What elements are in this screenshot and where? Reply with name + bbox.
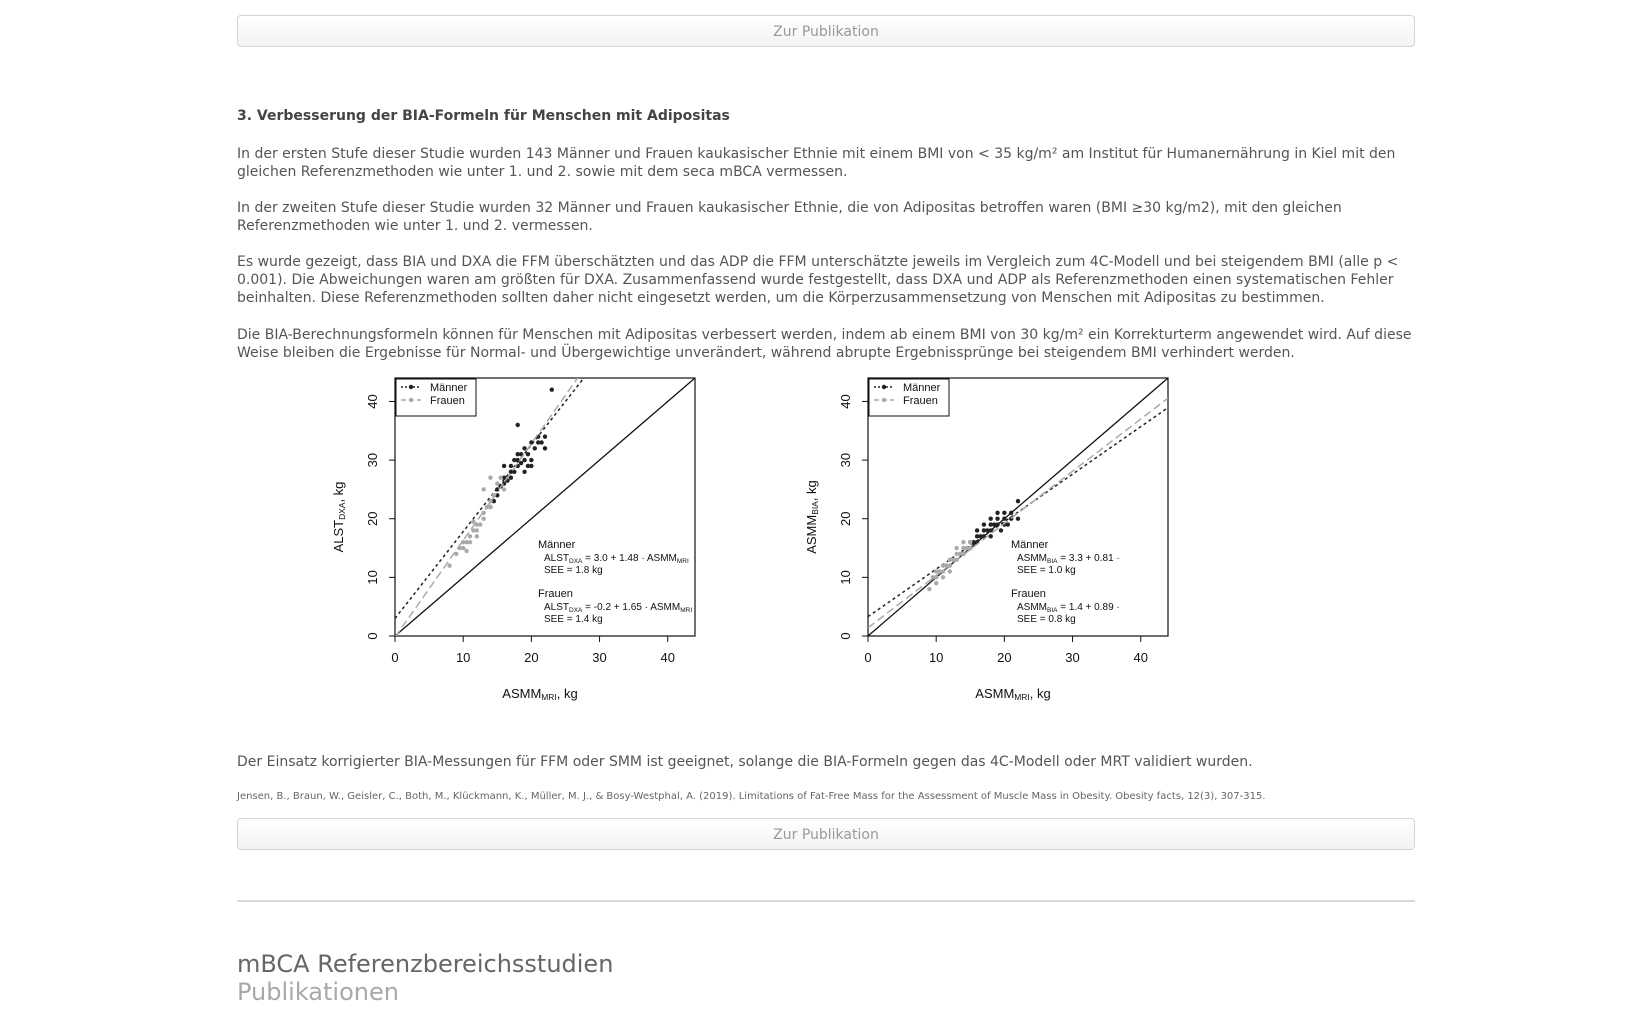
x-axis-label: ASMMMRI, kg <box>502 686 578 702</box>
paragraph-conclusion: Der Einsatz korrigierter BIA-Messungen für FFM oder SMM ist geeignet, solange die BIA-Formeln gegen das 4C-Modell oder MRT validiert wurden. <box>237 754 1253 770</box>
data-point <box>529 464 533 468</box>
data-point <box>975 528 979 532</box>
citation: Jensen, B., Braun, W., Geisler, C., Both, M., Klückmann, K., Müller, M. J., & Bosy-Westphal, A. (2019). Limitations of Fat-Free Mass for the Assessment of Muscle Mass in Obesity. Obesity facts, 12(3), 307-315. <box>237 791 1266 802</box>
data-point <box>468 534 472 538</box>
legend-label: Frauen <box>903 395 938 407</box>
data-point <box>533 446 537 450</box>
data-point <box>1016 499 1020 503</box>
legend-marker <box>409 398 413 402</box>
annotation-see: SEE = 1.4 kg <box>544 614 603 625</box>
y-tick-label: 40 <box>365 394 380 409</box>
legend-label: Männer <box>903 382 941 394</box>
annotation-title: Frauen <box>538 588 573 600</box>
legend <box>396 379 476 416</box>
paragraph-stage-two: In der zweiten Stufe dieser Studie wurden 32 Männer und Frauen kaukasischer Ethnie, die von Adipositas betroffen waren (BMI ≥30 kg/m2), mit den gleichen Referenzmethoden wie unter 1. und 2. vermessen. <box>237 200 1342 234</box>
y-tick-label: 0 <box>838 632 853 640</box>
data-point <box>539 440 543 444</box>
publication-button-top[interactable]: Zur Publikation <box>237 15 1415 47</box>
data-point <box>526 452 530 456</box>
x-tick-label: 10 <box>928 650 944 665</box>
annotation-see: SEE = 1.0 kg <box>1017 565 1076 576</box>
data-point <box>995 511 999 515</box>
data-point <box>478 522 482 526</box>
data-point <box>543 434 547 438</box>
x-tick-label: 20 <box>997 650 1012 665</box>
annotation-title: Männer <box>538 539 576 551</box>
data-point <box>468 540 472 544</box>
data-point <box>509 464 513 468</box>
data-point <box>934 569 938 573</box>
x-tick-label: 0 <box>391 650 399 665</box>
y-tick-label: 30 <box>838 452 853 468</box>
annotation-equation: ALSTDXA = -0.2 + 1.65 · ASMMMRI <box>544 602 693 614</box>
annotation-title: Frauen <box>1011 588 1046 600</box>
paragraph-stage-one: In der ersten Stufe dieser Studie wurden 143 Männer und Frauen kaukasischer Ethnie mit einem BMI von < 35 kg/m² am Institut für Humanernährung in Kiel mit den gleichen Referenzmethoden wie unter 1. und 2. sowie mit dem seca mBCA vermessen. <box>237 146 1396 180</box>
legend-marker <box>409 385 413 389</box>
y-tick-label: 20 <box>838 511 853 526</box>
data-point <box>550 388 554 392</box>
data-point <box>927 587 931 591</box>
data-point <box>543 446 547 450</box>
data-point <box>488 475 492 479</box>
data-point <box>481 487 485 491</box>
data-point <box>982 522 986 526</box>
data-point <box>968 540 972 544</box>
y-tick-label: 0 <box>365 632 380 640</box>
publication-button-bottom[interactable]: Zur Publikation <box>237 818 1415 850</box>
y-tick-label: 10 <box>365 570 380 585</box>
data-point <box>999 528 1003 532</box>
data-point <box>989 534 993 538</box>
data-point <box>989 517 993 521</box>
y-tick-label: 10 <box>838 570 853 585</box>
section-divider <box>237 900 1415 902</box>
data-point <box>495 481 499 485</box>
annotation-equation: ALSTDXA = 3.0 + 1.48 · ASMMMRI <box>544 553 689 565</box>
x-tick-label: 40 <box>1133 650 1148 665</box>
data-point <box>481 517 485 521</box>
data-point <box>475 528 479 532</box>
data-point <box>1009 511 1013 515</box>
data-point <box>995 517 999 521</box>
x-tick-label: 10 <box>455 650 471 665</box>
y-axis-label: ALSTDXA, kg <box>331 481 347 553</box>
paragraph-findings: Es wurde gezeigt, dass BIA und DXA die FFM überschätzten und das ADP die FFM unterschätzte jeweils im Vergleich zum 4C-Modell und bei steigendem BMI (alle p < 0.001). Die Abweichungen waren am größten für DXA. Zusammenfassend wurde festgestellt, dass DXA und ADP als Referenzmethoden einen systematischen Fehler beinhalten. Diese Referenzmethoden sollten daher nicht eingesetzt werden, um die Körperzusammensetzung von Menschen mit Adipositas zu bestimmen. <box>237 254 1399 306</box>
annotation-title: Männer <box>1011 539 1049 551</box>
data-point <box>475 534 479 538</box>
chart-panel-2 <box>804 378 1168 702</box>
legend <box>869 379 949 416</box>
data-point <box>519 461 523 465</box>
x-axis-label: ASMMMRI, kg <box>975 686 1051 702</box>
data-point <box>968 546 972 550</box>
section-title: mBCA Referenzbereichsstudien <box>237 950 614 978</box>
data-point <box>498 475 502 479</box>
data-point <box>529 458 533 462</box>
data-point <box>941 575 945 579</box>
data-point <box>522 470 526 474</box>
y-tick-label: 20 <box>365 511 380 526</box>
x-tick-label: 40 <box>660 650 675 665</box>
data-point <box>1002 511 1006 515</box>
annotation-equation: ASMMBIA = 3.3 + 0.81 · <box>1017 553 1120 565</box>
y-tick-label: 40 <box>838 394 853 409</box>
data-point <box>941 563 945 567</box>
section-subtitle: Publikationen <box>237 978 399 1006</box>
data-point <box>941 569 945 573</box>
scatter-figure <box>331 380 1317 740</box>
regression-line-men <box>868 408 1168 617</box>
paragraph-formula-improvement: Die BIA-Berechnungsformeln können für Menschen mit Adipositas verbessert werden, indem ab einem BMI von 30 kg/m² ein Korrekturterm angewendet wird. Auf diese Weise bleiben die Ergebnisse für Normal- und Übergewichtige unverändert, während abrupte Ergebnissprünge bei steigendem BMI verhindert werden. <box>237 327 1412 361</box>
y-tick-label: 30 <box>365 452 380 468</box>
data-point <box>948 569 952 573</box>
y-axis-label: ASMMBIA, kg <box>804 480 820 554</box>
data-point <box>522 458 526 462</box>
data-point <box>461 546 465 550</box>
annotation-see: SEE = 0.8 kg <box>1017 614 1076 625</box>
annotation-equation: ASMMBIA = 1.4 + 0.89 · <box>1017 602 1120 614</box>
data-point <box>447 563 451 567</box>
data-point <box>1016 517 1020 521</box>
section-heading: 3. Verbesserung der BIA-Formeln für Menschen mit Adipositas <box>237 108 730 124</box>
x-tick-label: 30 <box>592 650 607 665</box>
data-point <box>502 464 506 468</box>
data-point <box>488 505 492 509</box>
annotation-see: SEE = 1.8 kg <box>544 565 603 576</box>
data-point <box>516 423 520 427</box>
data-point <box>934 581 938 585</box>
legend-marker <box>882 398 886 402</box>
data-point <box>502 487 506 491</box>
x-tick-label: 20 <box>524 650 539 665</box>
data-point <box>954 546 958 550</box>
x-tick-label: 30 <box>1065 650 1080 665</box>
legend-marker <box>882 385 886 389</box>
x-tick-label: 0 <box>864 650 872 665</box>
legend-label: Männer <box>430 382 468 394</box>
legend-label: Frauen <box>430 395 465 407</box>
data-point <box>961 540 965 544</box>
data-point <box>464 549 468 553</box>
